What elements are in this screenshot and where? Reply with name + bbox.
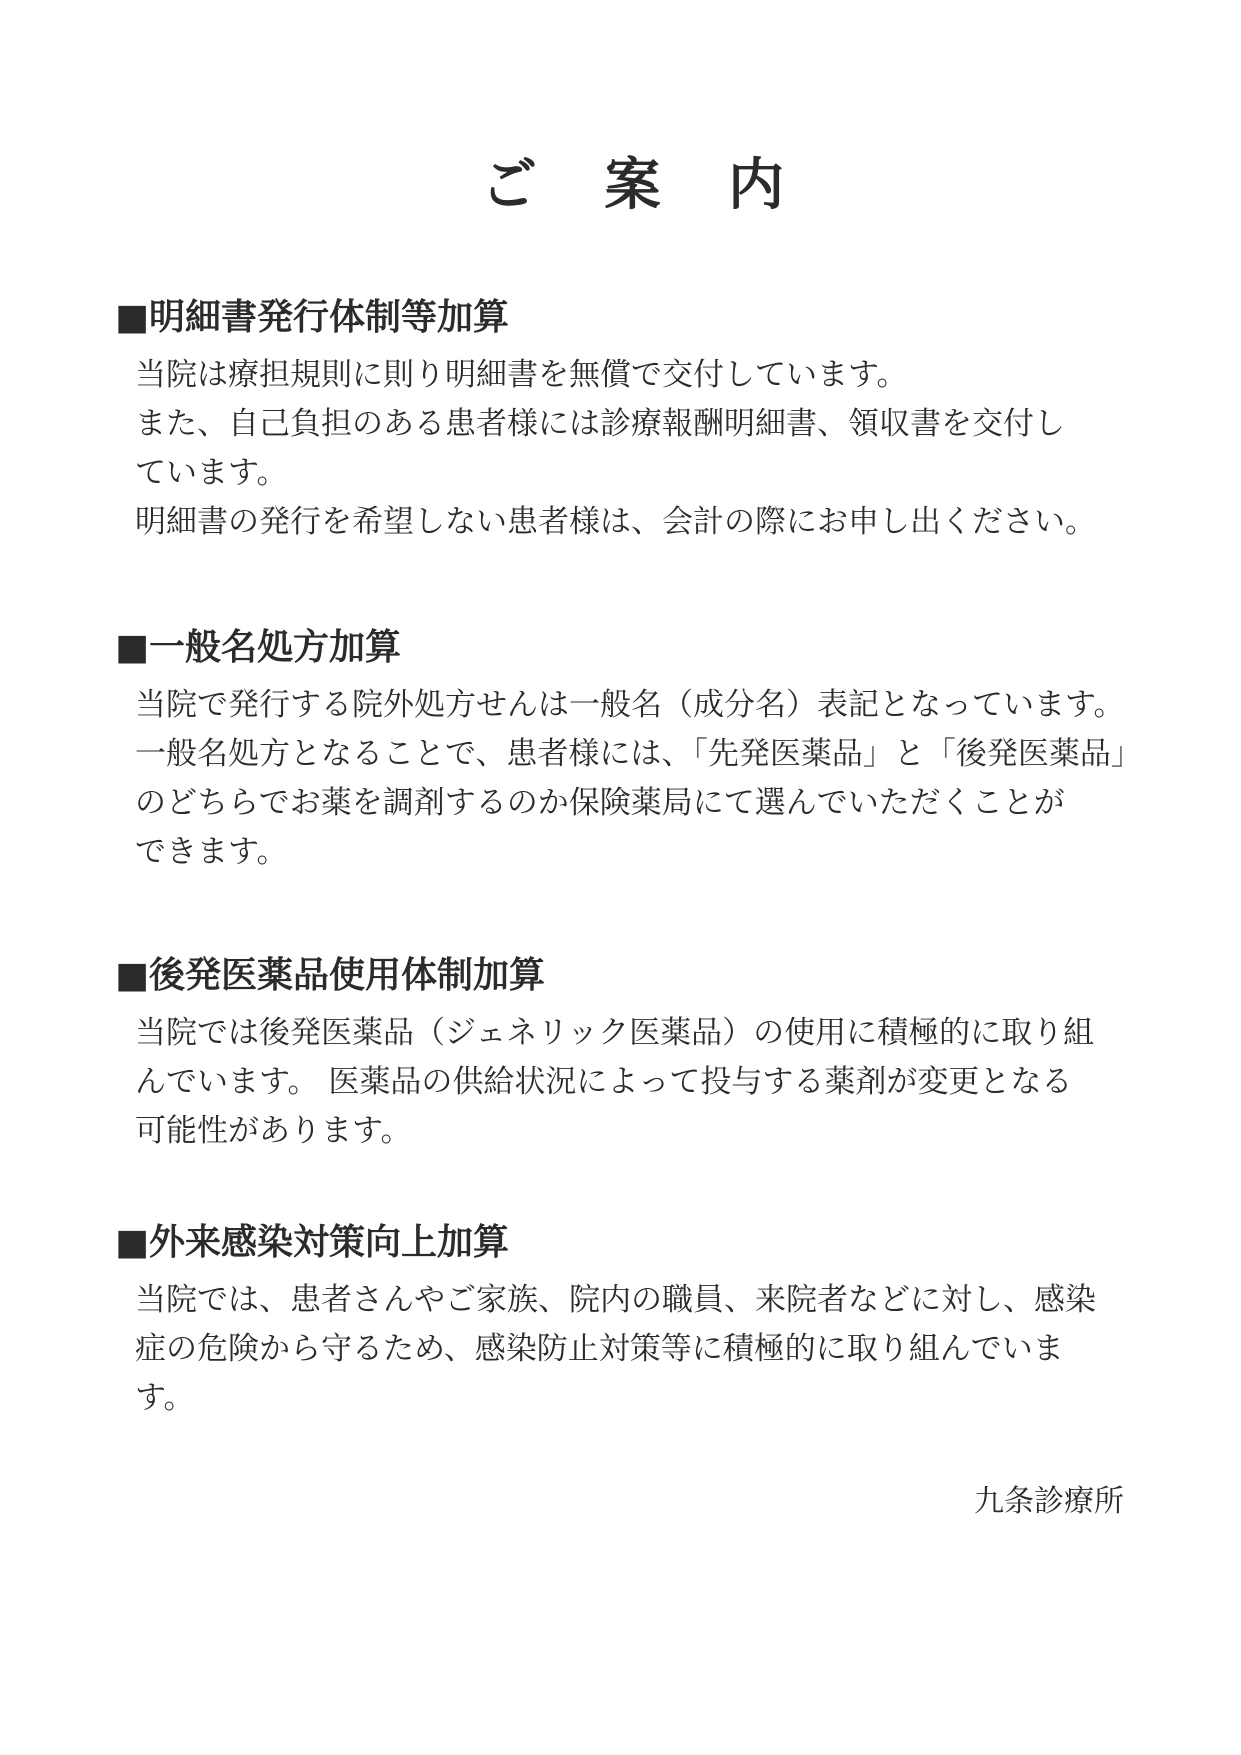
section-heading: ■一般名処方加算 bbox=[115, 627, 402, 668]
section-body bbox=[135, 1009, 1155, 1156]
section-heading: ■後発医薬品使用体制加算 bbox=[115, 955, 546, 996]
section-generic-prescription bbox=[115, 623, 1155, 877]
body-line: ています。 bbox=[135, 455, 288, 491]
body-line: 一般名処方となることで、患者様には、「先発医薬品」と「後発医薬品」 bbox=[135, 736, 1142, 772]
section-body bbox=[135, 1276, 1155, 1423]
body-line: んでいます。 医薬品の供給状況によって投与する薬剤が変更となる bbox=[135, 1064, 1073, 1100]
section-statement-issuance bbox=[115, 293, 1155, 547]
body-line: す。 bbox=[135, 1380, 195, 1416]
section-infection-control bbox=[115, 1218, 1155, 1423]
body-line: できます。 bbox=[135, 834, 288, 870]
section-body bbox=[135, 351, 1155, 547]
page-title: ご 案 内 bbox=[481, 153, 808, 218]
body-line: 当院では、患者さんやご家族、院内の職員、来院者などに対し、感染 bbox=[135, 1282, 1096, 1318]
section-heading: ■明細書発行体制等加算 bbox=[115, 297, 510, 338]
section-generic-drug-use bbox=[115, 951, 1155, 1156]
section-body bbox=[135, 681, 1155, 877]
body-line: また、自己負担のある患者様には診療報酬明細書、領収書を交付し bbox=[135, 406, 1065, 442]
section-heading: ■外来感染対策向上加算 bbox=[115, 1222, 510, 1263]
body-line: 可能性があります。 bbox=[135, 1113, 412, 1149]
body-line: のどちらでお薬を調剤するのか保険薬局にて選んでいただくことが bbox=[135, 785, 1065, 821]
body-line: 当院は療担規則に則り明細書を無償で交付しています。 bbox=[135, 357, 908, 393]
body-line: 明細書の発行を希望しない患者様は、会計の際にお申し出ください。 bbox=[135, 504, 1096, 540]
body-line: 症の危険から守るため、感染防止対策等に積極的に取り組んでいま bbox=[135, 1331, 1064, 1367]
body-line: 当院では後発医薬品（ジェネリック医薬品）の使用に積極的に取り組 bbox=[135, 1015, 1095, 1051]
body-line: 当院で発行する院外処方せんは一般名（成分名）表記となっています。 bbox=[135, 687, 1125, 723]
clinic-signature: 九条診療所 bbox=[974, 1484, 1124, 1519]
